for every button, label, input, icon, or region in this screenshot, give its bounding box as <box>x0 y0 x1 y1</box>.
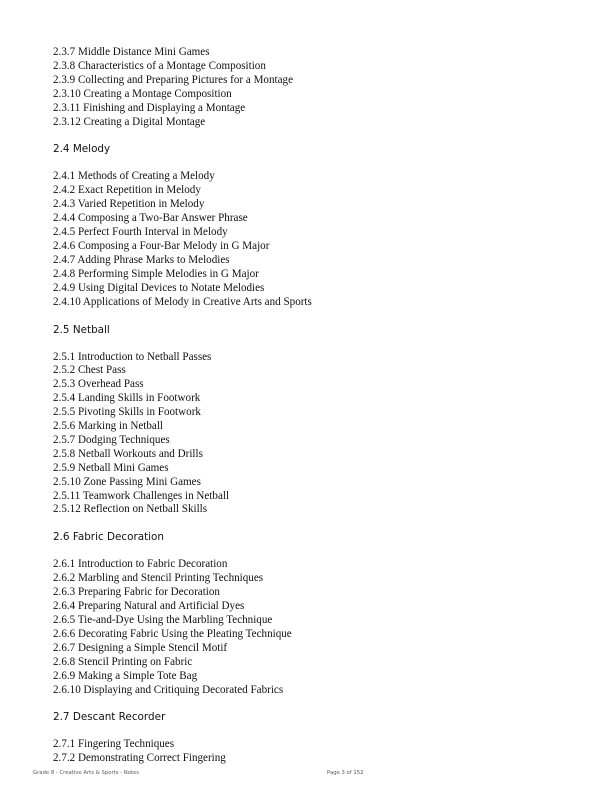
toc-entry: 2.5.8 Netball Workouts and Drills <box>53 447 203 460</box>
toc-entry: 2.7.2 Demonstrating Correct Fingering <box>53 752 226 765</box>
section-heading: 2.6 Fabric Decoration <box>53 531 164 544</box>
toc-section <box>53 46 573 129</box>
toc-section <box>53 324 573 518</box>
toc-entry: 2.5.2 Chest Pass <box>53 364 126 377</box>
toc-entry: 2.6.7 Designing a Simple Stencil Motif <box>53 641 228 654</box>
toc-entry: 2.5.11 Teamwork Challenges in Netball <box>53 489 230 502</box>
toc-entry: 2.3.8 Characteristics of a Montage Composition <box>53 59 266 72</box>
section-heading: 2.4 Melody <box>53 143 111 156</box>
toc-section <box>53 143 573 309</box>
toc-entry: 2.6.9 Making a Simple Tote Bag <box>53 669 198 682</box>
toc-entry: 2.5.9 Netball Mini Games <box>53 461 169 474</box>
toc-entry: 2.7.1 Fingering Techniques <box>53 738 175 751</box>
toc-entry: 2.6.8 Stencil Printing on Fabric <box>53 655 193 668</box>
toc-entry: 2.5.7 Dodging Techniques <box>53 433 170 446</box>
toc-entry: 2.4.7 Adding Phrase Marks to Melodies <box>53 253 230 266</box>
toc-entry: 2.4.10 Applications of Melody in Creative Arts and Sports <box>53 295 312 308</box>
toc-section <box>53 711 573 766</box>
toc-entry: 2.4.4 Composing a Two-Bar Answer Phrase <box>53 212 248 225</box>
toc-entry: 2.3.12 Creating a Digital Montage <box>53 115 206 128</box>
toc-entry: 2.3.7 Middle Distance Mini Games <box>53 46 210 58</box>
toc-entry: 2.5.4 Landing Skills in Footwork <box>53 392 201 405</box>
toc-entry: 2.3.10 Creating a Montage Composition <box>53 87 232 100</box>
footer-title: Grade 8 - Creative Arts & Sports - Notes <box>33 770 140 776</box>
page-number: Page 3 of 152 <box>327 770 364 776</box>
toc-entry: 2.6.2 Marbling and Stencil Printing Techniques <box>53 572 264 585</box>
toc-entry: 2.5.1 Introduction to Netball Passes <box>53 350 212 363</box>
toc-entry: 2.6.4 Preparing Natural and Artificial Dyes <box>53 600 245 613</box>
toc-entry: 2.6.6 Decorating Fabric Using the Pleating Technique <box>53 627 292 640</box>
page-footer <box>33 768 578 778</box>
section-heading: 2.7 Descant Recorder <box>53 711 166 724</box>
toc-entry: 2.4.9 Using Digital Devices to Notate Melodies <box>53 281 265 294</box>
toc-entry: 2.4.2 Exact Repetition in Melody <box>53 184 201 197</box>
toc-entry: 2.6.5 Tie-and-Dye Using the Marbling Technique <box>53 614 273 626</box>
table-of-contents <box>53 46 573 766</box>
toc-entry: 2.6.10 Displaying and Critiquing Decorated Fabrics <box>53 683 284 696</box>
toc-entry: 2.4.3 Varied Repetition in Melody <box>53 198 205 211</box>
section-heading: 2.5 Netball <box>53 323 110 336</box>
toc-entry: 2.4.1 Methods of Creating a Melody <box>53 170 215 183</box>
toc-entry: 2.4.8 Performing Simple Melodies in G Major <box>53 267 259 280</box>
toc-entry: 2.6.1 Introduction to Fabric Decoration <box>53 558 228 571</box>
toc-entry: 2.4.6 Composing a Four-Bar Melody in G Major <box>53 239 270 252</box>
toc-entry: 2.3.11 Finishing and Displaying a Montage <box>53 101 246 114</box>
toc-entry: 2.6.3 Preparing Fabric for Decoration <box>53 586 220 599</box>
toc-section <box>53 531 573 697</box>
toc-entry: 2.5.6 Marking in Netball <box>53 420 163 433</box>
toc-entry: 2.5.5 Pivoting Skills in Footwork <box>53 406 201 419</box>
toc-entry: 2.5.10 Zone Passing Mini Games <box>53 475 201 488</box>
toc-entry: 2.5.3 Overhead Pass <box>53 378 144 391</box>
toc-entry: 2.3.9 Collecting and Preparing Pictures for a Montage <box>53 73 293 86</box>
toc-entry: 2.5.12 Reflection on Netball Skills <box>53 503 208 516</box>
toc-entry: 2.4.5 Perfect Fourth Interval in Melody <box>53 226 228 239</box>
